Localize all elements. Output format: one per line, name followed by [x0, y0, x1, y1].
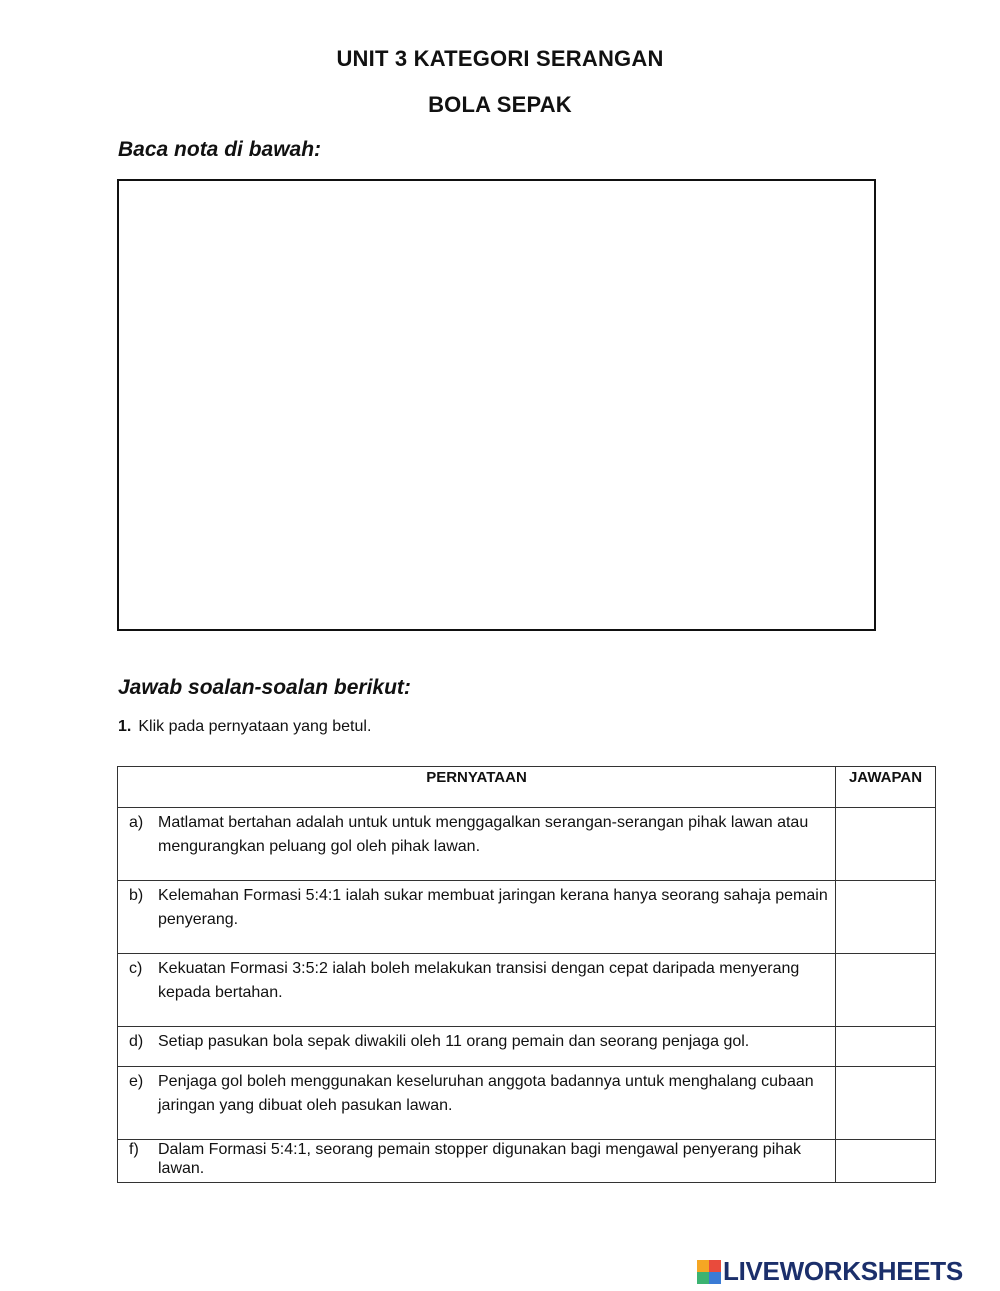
statement-label: f) [129, 1141, 139, 1158]
statement-cell[interactable] [118, 954, 836, 1027]
question-instruction [118, 718, 371, 736]
statement-label: b) [129, 887, 144, 904]
liveworksheets-logo-icon [697, 1260, 721, 1284]
statement-cell[interactable] [118, 808, 836, 881]
table-row [118, 1067, 936, 1140]
brand-text: LIVEWORKSHEETS [723, 1256, 963, 1286]
questions-heading: Jawab soalan-soalan berikut: [118, 676, 411, 699]
table-row [118, 1027, 936, 1067]
answer-cell[interactable] [836, 1067, 936, 1140]
logo-tile-icon [697, 1272, 709, 1284]
statement-cell[interactable] [118, 881, 836, 954]
logo-tile-icon [709, 1260, 721, 1272]
table-header-row [118, 767, 936, 808]
page-title: UNIT 3 KATEGORI SERANGAN [336, 46, 664, 71]
statement-text: Kekuatan Formasi 3:5:2 ialah boleh melakukan transisi dengan cepat daripada menyerang kepada bertahan. [158, 960, 800, 1001]
answer-cell[interactable] [836, 1027, 936, 1067]
statement-text: Penjaga gol boleh menggunakan keseluruhan anggota badannya untuk menghalang cubaan jaringan yang dibuat oleh pasukan lawan. [158, 1073, 814, 1114]
notes-heading: Baca nota di bawah: [118, 138, 322, 161]
instruction-text: Klik pada pernyataan yang betul. [138, 718, 372, 735]
table-row [118, 1140, 936, 1183]
column-header-answer: JAWAPAN [836, 767, 936, 808]
statement-text: Kelemahan Formasi 5:4:1 ialah sukar membuat jaringan kerana hanya seorang sahaja pemain penyerang. [158, 887, 828, 928]
column-header-statement: PERNYATAAN [118, 767, 836, 808]
statement-cell[interactable] [118, 1027, 836, 1067]
question-number: 1. [118, 718, 132, 735]
logo-tile-icon [697, 1260, 709, 1272]
statement-label: a) [129, 814, 144, 831]
table-row [118, 954, 936, 1027]
liveworksheets-brand[interactable] [697, 1256, 963, 1287]
statement-cell[interactable] [118, 1140, 836, 1183]
statement-label: d) [129, 1033, 144, 1050]
answer-cell[interactable] [836, 954, 936, 1027]
statement-label: e) [129, 1073, 144, 1090]
table-row [118, 881, 936, 954]
statement-text: Dalam Formasi 5:4:1, seorang pemain stopper digunakan bagi mengawal penyerang pihak lawan. [158, 1141, 802, 1177]
notes-box [117, 179, 876, 631]
answer-cell[interactable] [836, 881, 936, 954]
statement-cell[interactable] [118, 1067, 836, 1140]
statement-text: Setiap pasukan bola sepak diwakili oleh 11 orang pemain dan seorang penjaga gol. [158, 1033, 750, 1050]
answer-cell[interactable] [836, 808, 936, 881]
table-row [118, 808, 936, 881]
page-subtitle: BOLA SEPAK [428, 92, 572, 117]
answer-cell[interactable] [836, 1140, 936, 1183]
statement-text: Matlamat bertahan adalah untuk untuk menggagalkan serangan-serangan pihak lawan atau mengurangkan peluang gol oleh pihak lawan. [158, 814, 809, 855]
logo-tile-icon [709, 1272, 721, 1284]
statement-label: c) [129, 960, 143, 977]
statements-table [117, 766, 936, 1183]
